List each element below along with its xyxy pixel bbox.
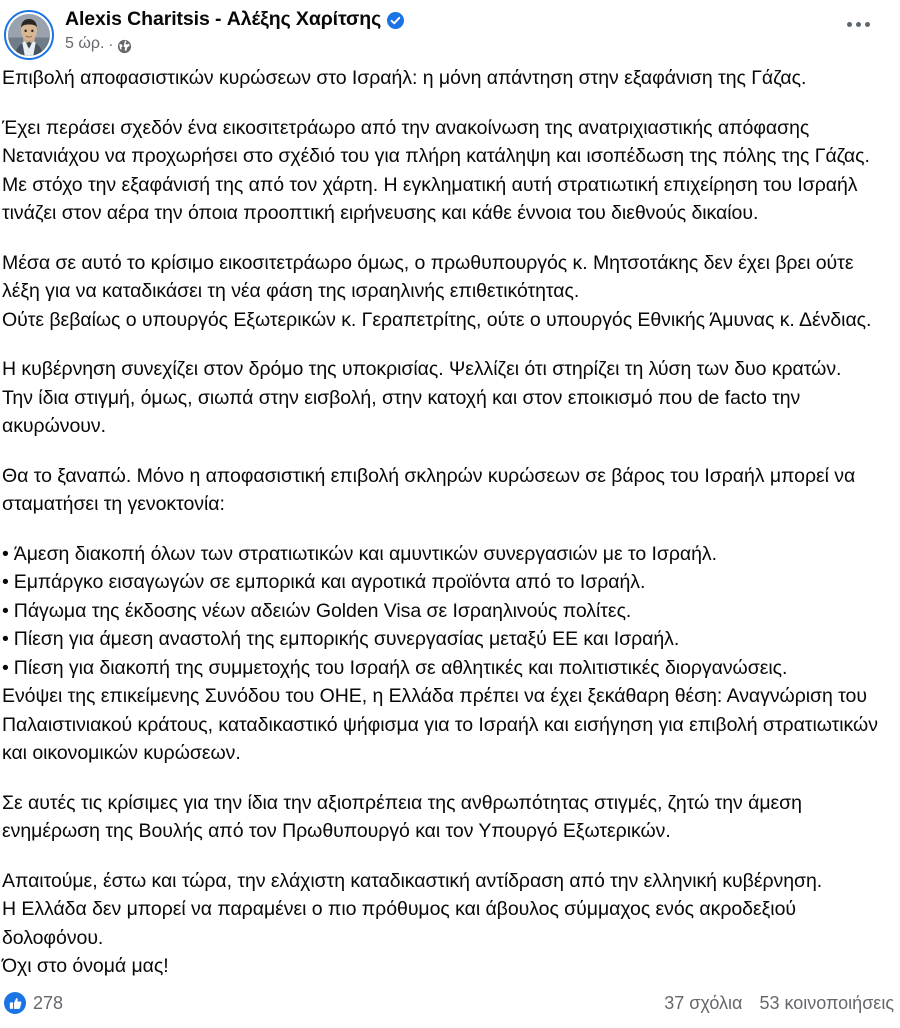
post-paragraph: Σε αυτές τις κρίσιμες για την ίδια την αξιοπρέπεια της ανθρωπότητας στιγμές, ζητώ την άμεση ενημέρωση της Βουλής από τον Πρωθυπουργό και τον Υπουργό Εξωτερικών. [2, 791, 802, 842]
author-name[interactable]: Alexis Charitsis - Αλέξης Χαρίτσης [65, 8, 382, 30]
ellipsis-dot [856, 22, 861, 27]
globe-icon[interactable] [117, 39, 132, 54]
post-message [0, 64, 900, 981]
post-paragraph: Ούτε βεβαίως ο υπουργός Εξωτερικών κ. Γεραπετρίτης, ούτε ο υπουργός Εθνικής Άμυνας κ. Δένδιας. [2, 308, 872, 331]
avatar[interactable] [4, 10, 54, 60]
bullet-marker: • [2, 656, 9, 679]
post-paragraph: Επιβολή αποφασιστικών κυρώσεων στο Ισραήλ: η μόνη απάντηση στην εξαφάνιση της Γάζας. [2, 67, 807, 89]
post-meta [65, 35, 404, 53]
post-paragraph: Την ίδια στιγμή, όμως, σιωπά στην εισβολή, στην κατοχή και στον εποικισμό που de facto την ακυρώνουν. [2, 386, 801, 437]
bullet-marker: • [2, 599, 9, 622]
list-item-label: Άμεση διακοπή όλων των στρατιωτικών και αμυντικών συνεργασιών με το Ισραήλ. [13, 542, 717, 565]
post-paragraph: Έχει περάσει σχεδόν ένα εικοσιτετράωρο από την ανακοίνωση της ανατριχιαστικής απόφασης Νετανιάχου να προχωρήσει στο σχέδιό του για πλήρη κατάληψη και ισοπέδωση της πόλης της Γάζας. Με στόχο την εξαφάνισή της από τον χάρτη. Η εγκληματική αυτή στρατιωτική επιχείρηση του Ισραήλ τινάζει στον αέρα την όποια προοπτική ειρήνευσης και κάθε έννοια του διεθνούς δικαίου. [2, 116, 870, 224]
comment-share-counts [664, 993, 894, 1014]
post-paragraph: Η Ελλάδα δεν μπορεί να παραμένει ο πιο πρόθυμος και άβουλος σύμμαχος ενός ακροδεξιού δολοφόνου. [2, 898, 796, 949]
post-options-button[interactable] [847, 22, 870, 27]
reactions-summary[interactable] [4, 992, 63, 1014]
list-item-label: Εμπάργκο εισαγωγών σε εμπορικά και αγροτικά προϊόντα από το Ισραήλ. [13, 571, 646, 593]
post-paragraph: Απαιτούμε, έστω και τώρα, την ελάχιστη καταδικαστική αντίδραση από την ελληνική κυβέρνηση. [2, 869, 823, 892]
bullet-marker: • [2, 542, 9, 565]
post-timestamp[interactable]: 5 ώρ. [65, 35, 105, 53]
list-item-label: Πάγωμα της έκδοσης νέων αδειών Golden Visa σε Ισραηλινούς πολίτες. [13, 599, 632, 622]
post-paragraph: Η κυβέρνηση συνεχίζει στον δρόμο της υποκρισίας. Ψελλίζει ότι στηρίζει τη λύση των δυο κρατών. [2, 358, 842, 380]
post-author-block [65, 8, 404, 53]
demands-list [2, 540, 896, 683]
post-paragraph: Όχι στο όνομά μας! [2, 955, 169, 977]
author-line [65, 9, 404, 30]
bullet-marker: • [2, 628, 9, 650]
list-item [2, 540, 896, 569]
shares-count[interactable]: 53 κοινοποιήσεις [759, 992, 894, 1013]
post-engagement-bar [0, 986, 900, 1020]
post-header [0, 0, 900, 64]
meta-separator: · [108, 35, 114, 53]
post-paragraph: Θα το ξαναπώ. Μόνο η αποφασιστική επιβολή σκληρών κυρώσεων σε βάρος του Ισραήλ μπορεί να σταματήσει τη γενοκτονία: [2, 464, 856, 515]
list-item-label: Πίεση για άμεση αναστολή της εμπορικής συνεργασίας μεταξύ ΕΕ και Ισραήλ. [13, 628, 680, 650]
list-item [2, 568, 896, 597]
list-item [2, 654, 896, 683]
list-item [2, 625, 896, 654]
post-paragraph: Ενόψει της επικείμενης Συνόδου του ΟΗΕ, η Ελλάδα πρέπει να έχει ξεκάθαρη θέση: Αναγνώριση του Παλαιστινιακού κράτους, καταδικαστικό ψήφισμα για το Ισραήλ και εισήγηση για επιβολή στρατιωτικών και οικονομικών κυρώσεων. [2, 685, 878, 764]
list-item-label: Πίεση για διακοπή της συμμετοχής του Ισραήλ σε αθλητικές και πολιτιστικές διοργανώσεις. [13, 656, 788, 679]
ellipsis-dot [865, 22, 870, 27]
post-paragraph: Μέσα σε αυτό το κρίσιμο εικοσιτετράωρο όμως, ο πρωθυπουργός κ. Μητσοτάκης δεν έχει βρει ούτε λέξη για να καταδικάσει τη νέα φάση της ισραηλινής επιθετικότητας. [2, 251, 854, 302]
verified-badge-icon [387, 12, 404, 29]
reaction-count: 278 [33, 992, 64, 1013]
list-item [2, 597, 896, 626]
ellipsis-dot [847, 22, 852, 27]
comments-count[interactable]: 37 σχόλια [664, 992, 743, 1013]
profile-photo [8, 14, 50, 56]
thumbs-up-icon [4, 992, 26, 1014]
bullet-marker: • [2, 571, 9, 593]
